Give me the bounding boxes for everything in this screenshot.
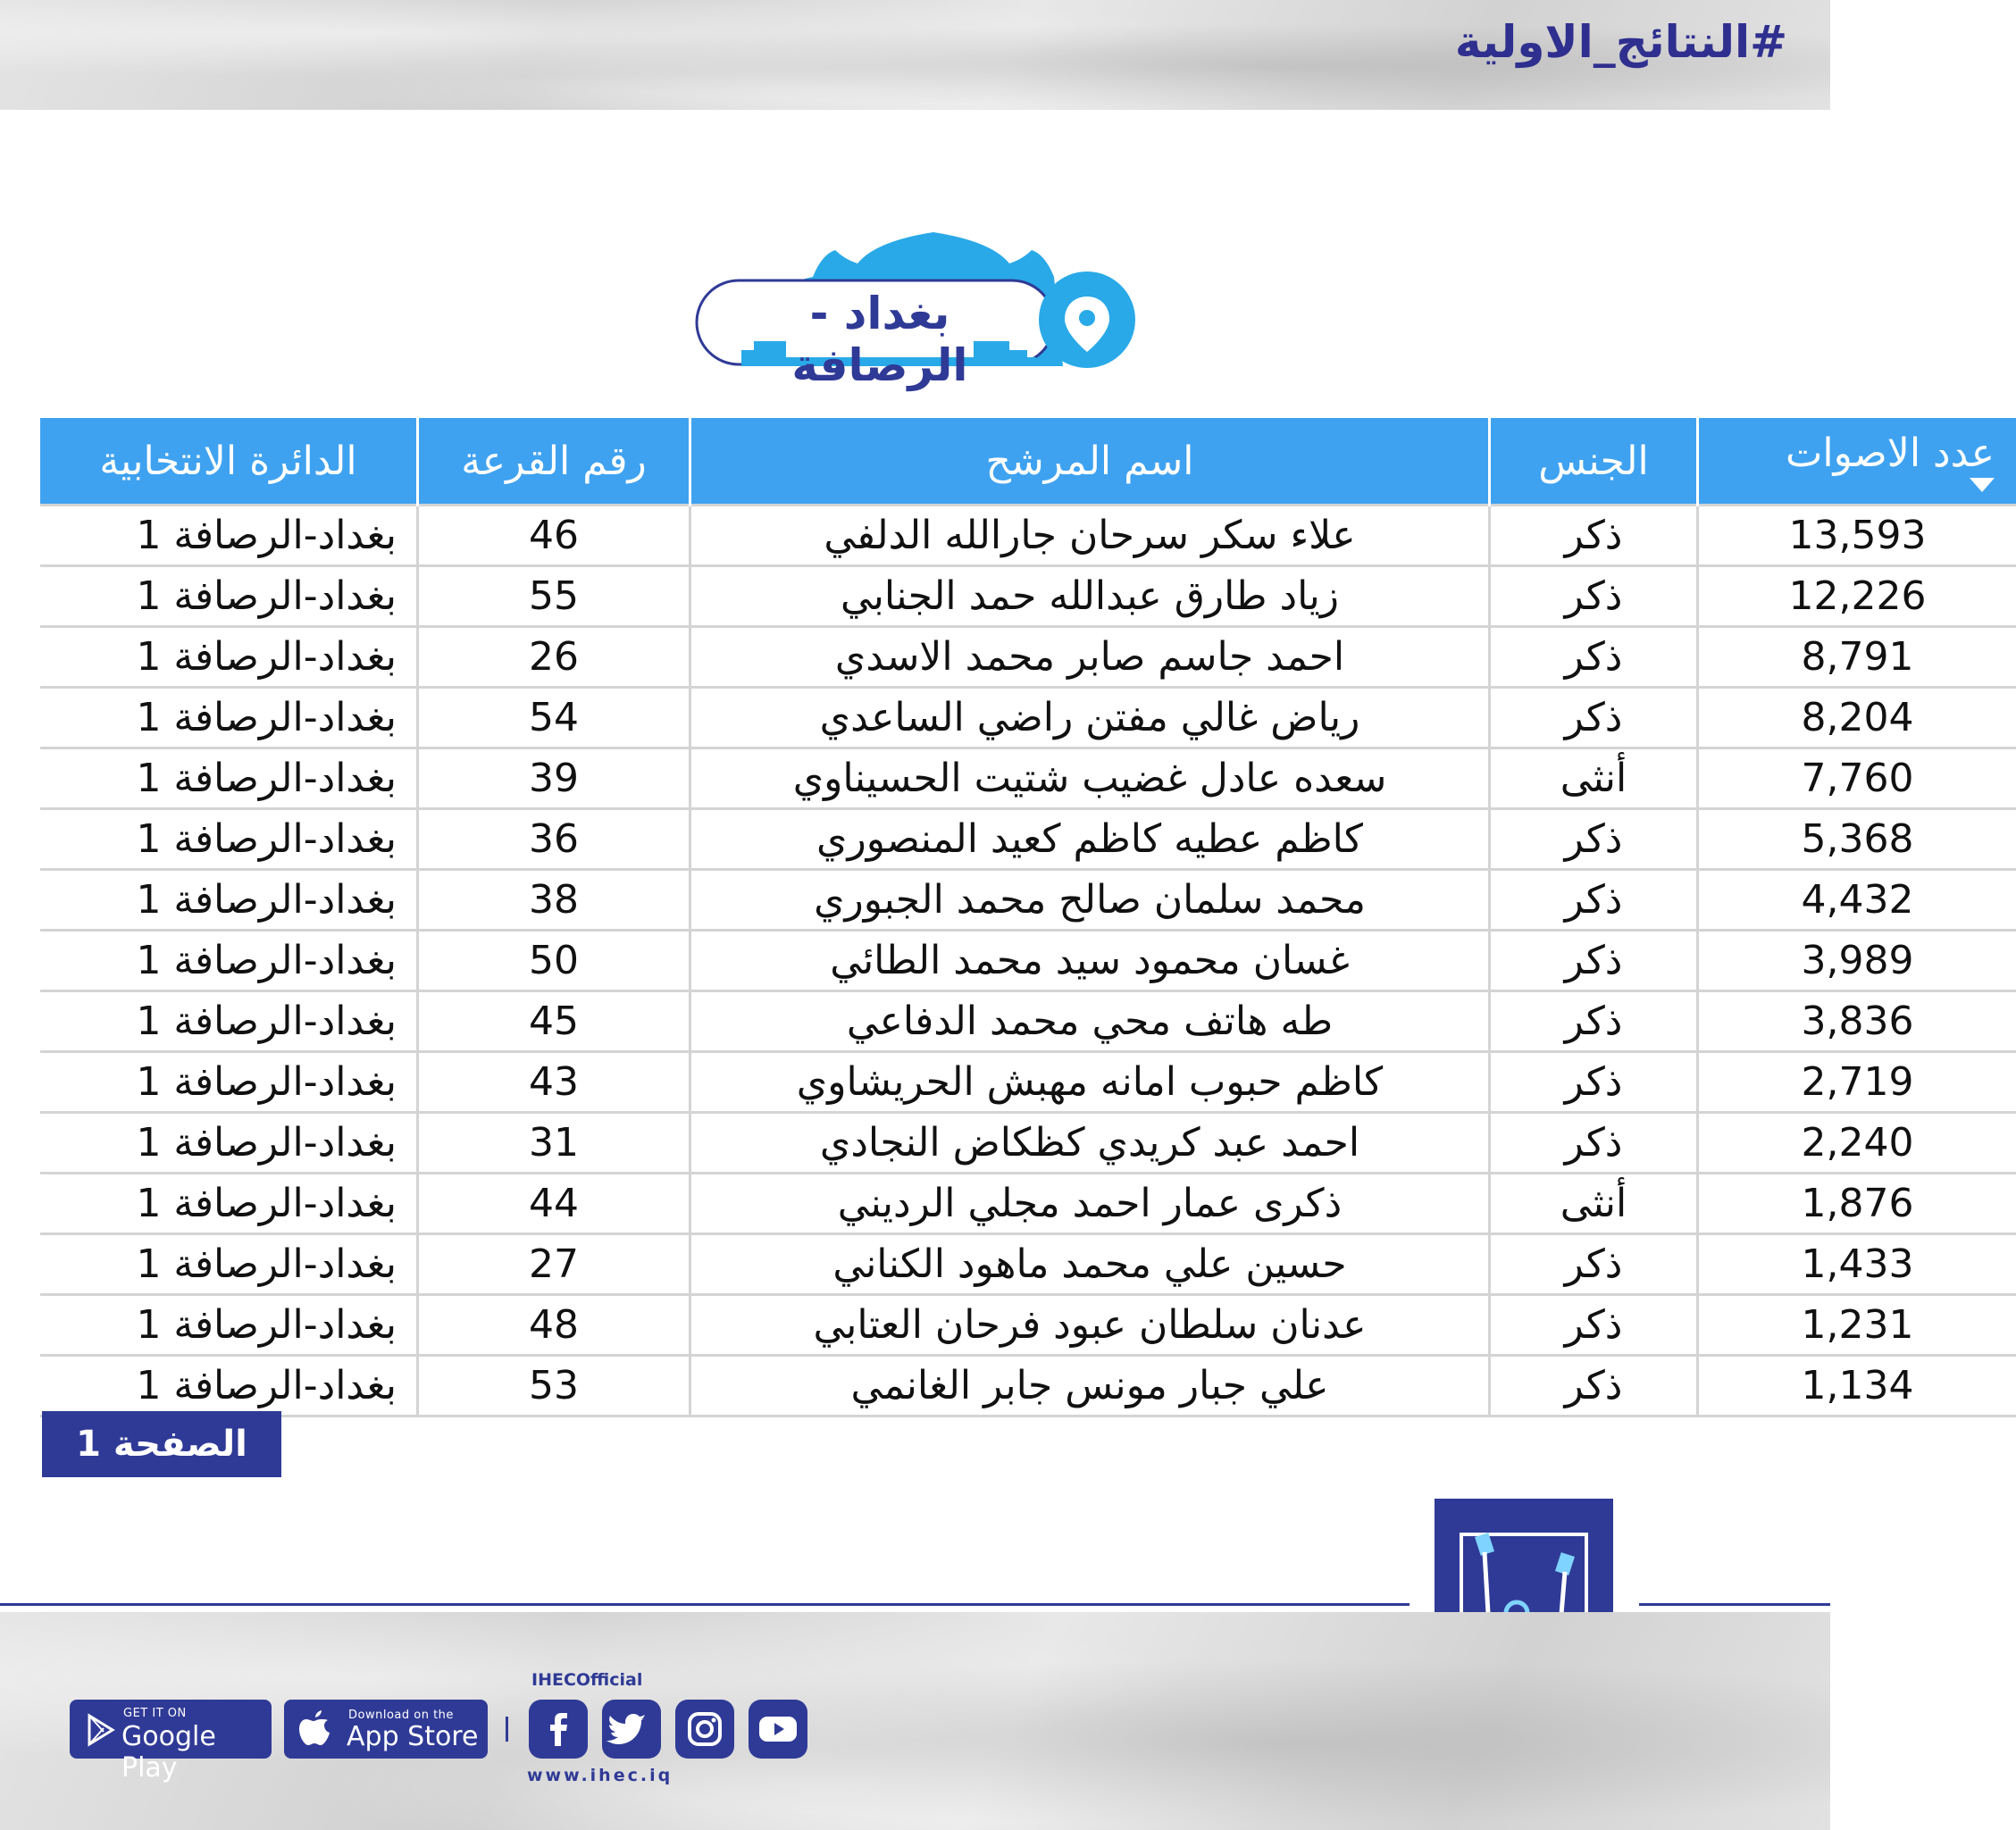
table-row [40,688,2016,748]
instagram-icon [675,1700,734,1759]
cell-district: بغداد-الرصافة 1 [40,809,418,870]
cell-ballot-number: 53 [418,1356,690,1416]
cell-votes: 8,791 [1698,627,2016,688]
location-pin-icon [1039,272,1135,368]
sort-down-icon[interactable] [1970,478,1995,492]
table-body [40,506,2016,1416]
cell-gender: ذكر [1490,1234,1698,1295]
cell-ballot-number: 45 [418,991,690,1052]
youtube-icon [749,1700,807,1759]
header-votes[interactable] [1698,418,2016,506]
cell-candidate-name: علي جبار مونس جابر الغانمي [690,1356,1490,1416]
cell-votes: 12,226 [1698,566,2016,627]
header-votes-label: عدد الاصوات [1786,430,1995,476]
cell-district: بغداد-الرصافة 1 [40,1356,418,1416]
page-indicator: الصفحة 1 [42,1411,281,1477]
cell-candidate-name: كاظم عطيه كاظم كعيد المنصوري [690,809,1490,870]
cell-votes: 13,593 [1698,506,2016,566]
cell-candidate-name: رياض غالي مفتن راضي الساعدي [690,688,1490,748]
location-badge [688,232,1143,391]
table-row [40,1234,2016,1295]
table-row [40,1174,2016,1234]
cell-district: بغداد-الرصافة 1 [40,627,418,688]
cell-votes: 5,368 [1698,809,2016,870]
cell-candidate-name: احمد عبد كريدي كظكاض النجادي [690,1113,1490,1174]
cell-votes: 1,231 [1698,1295,2016,1356]
table-row [40,809,2016,870]
header-ballot[interactable]: رقم القرعة [418,418,690,506]
cell-ballot-number: 48 [418,1295,690,1356]
cell-candidate-name: طه هاتف محي محمد الدفاعي [690,991,1490,1052]
cell-votes: 2,719 [1698,1052,2016,1113]
twitter-icon [602,1700,661,1759]
cell-candidate-name: حسين علي محمد ماهود الكناني [690,1234,1490,1295]
cell-ballot-number: 39 [418,748,690,809]
cell-gender: ذكر [1490,506,1698,566]
table-row [40,627,2016,688]
cell-candidate-name: عدنان سلطان عبود فرحان العتابي [690,1295,1490,1356]
table-row [40,1356,2016,1416]
table-row [40,748,2016,809]
google-play-button[interactable] [70,1700,272,1784]
cell-district: بغداد-الرصافة 1 [40,931,418,991]
cell-candidate-name: علاء سكر سرحان جارالله الدلفي [690,506,1490,566]
cell-gender: ذكر [1490,1295,1698,1356]
instagram-button[interactable] [675,1700,734,1759]
cell-gender: ذكر [1490,627,1698,688]
cell-district: بغداد-الرصافة 1 [40,1174,418,1234]
cell-candidate-name: احمد جاسم صابر محمد الاسدي [690,627,1490,688]
cell-district: بغداد-الرصافة 1 [40,870,418,931]
cell-candidate-name: محمد سلمان صالح محمد الجبوري [690,870,1490,931]
table-row [40,991,2016,1052]
divider-right [1639,1603,1830,1606]
cell-votes: 1,433 [1698,1234,2016,1295]
table-row [40,506,2016,566]
cell-ballot-number: 55 [418,566,690,627]
cell-candidate-name: ذكرى عمار احمد مجلي الرديني [690,1174,1490,1234]
google-play-small: GET IT ON [123,1707,187,1720]
footer-separator [506,1717,508,1742]
cell-district: بغداد-الرصافة 1 [40,1234,418,1295]
table-row [40,1052,2016,1113]
social-handle: IHECOfficial [531,1670,643,1690]
cell-ballot-number: 36 [418,809,690,870]
cell-ballot-number: 46 [418,506,690,566]
cell-ballot-number: 27 [418,1234,690,1295]
facebook-icon [529,1700,588,1759]
cell-votes: 4,432 [1698,870,2016,931]
cell-ballot-number: 54 [418,688,690,748]
cell-ballot-number: 44 [418,1174,690,1234]
google-play-icon [82,1712,118,1748]
cell-votes: 3,989 [1698,931,2016,991]
cell-district: بغداد-الرصافة 1 [40,1052,418,1113]
app-store-small: Download on the [348,1709,454,1722]
apple-icon [297,1709,332,1748]
cell-ballot-number: 38 [418,870,690,931]
cell-gender: ذكر [1490,870,1698,931]
cell-district: بغداد-الرصافة 1 [40,506,418,566]
divider-left [0,1603,1410,1606]
cell-candidate-name: كاظم حبوب امانه مهبش الحريشاوي [690,1052,1490,1113]
cell-ballot-number: 43 [418,1052,690,1113]
table-row [40,870,2016,931]
twitter-button[interactable] [602,1700,661,1759]
cell-gender: ذكر [1490,931,1698,991]
table-header-row [40,418,2016,506]
table-row [40,566,2016,627]
cell-votes: 3,836 [1698,991,2016,1052]
cell-district: بغداد-الرصافة 1 [40,688,418,748]
location-label: بغداد - الرصافة [791,288,968,391]
cell-candidate-name: زياد طارق عبدالله حمد الجنابي [690,566,1490,627]
cell-district: بغداد-الرصافة 1 [40,566,418,627]
cell-candidate-name: سعده عادل غضيب شتيت الحسيناوي [690,748,1490,809]
cell-gender: ذكر [1490,1113,1698,1174]
cell-votes: 7,760 [1698,748,2016,809]
header-district[interactable]: الدائرة الانتخابية [40,418,418,506]
results-table [40,418,2016,1417]
cell-ballot-number: 26 [418,627,690,688]
cell-gender: ذكر [1490,566,1698,627]
header-name[interactable]: اسم المرشح [690,418,1490,506]
cell-gender: أنثى [1490,748,1698,809]
header-gender[interactable]: الجنس [1490,418,1698,506]
youtube-button[interactable] [749,1700,807,1759]
cell-ballot-number: 50 [418,931,690,991]
cell-candidate-name: غسان محمود سيد محمد الطائي [690,931,1490,991]
website-url: www.ihec.iq [527,1766,673,1785]
table-row [40,1113,2016,1174]
facebook-button[interactable] [529,1700,588,1759]
cell-district: بغداد-الرصافة 1 [40,1113,418,1174]
cell-district: بغداد-الرصافة 1 [40,748,418,809]
hashtag-title: #النتائج_الاولية [1454,16,1787,68]
cell-gender: ذكر [1490,991,1698,1052]
cell-votes: 1,876 [1698,1174,2016,1234]
cell-district: بغداد-الرصافة 1 [40,1295,418,1356]
bottom-paper-band [0,1612,1830,1830]
cell-gender: ذكر [1490,1052,1698,1113]
app-store-big: App Store [347,1721,479,1752]
cell-gender: ذكر [1490,809,1698,870]
table-row [40,931,2016,991]
cell-ballot-number: 31 [418,1113,690,1174]
table-row [40,1295,2016,1356]
cell-votes: 8,204 [1698,688,2016,748]
app-store-button[interactable] [284,1700,488,1759]
cell-votes: 2,240 [1698,1113,2016,1174]
cell-district: بغداد-الرصافة 1 [40,991,418,1052]
cell-gender: ذكر [1490,1356,1698,1416]
cell-votes: 1,134 [1698,1356,2016,1416]
cell-gender: أنثى [1490,1174,1698,1234]
google-play-big: Google Play [121,1721,216,1784]
cell-gender: ذكر [1490,688,1698,748]
